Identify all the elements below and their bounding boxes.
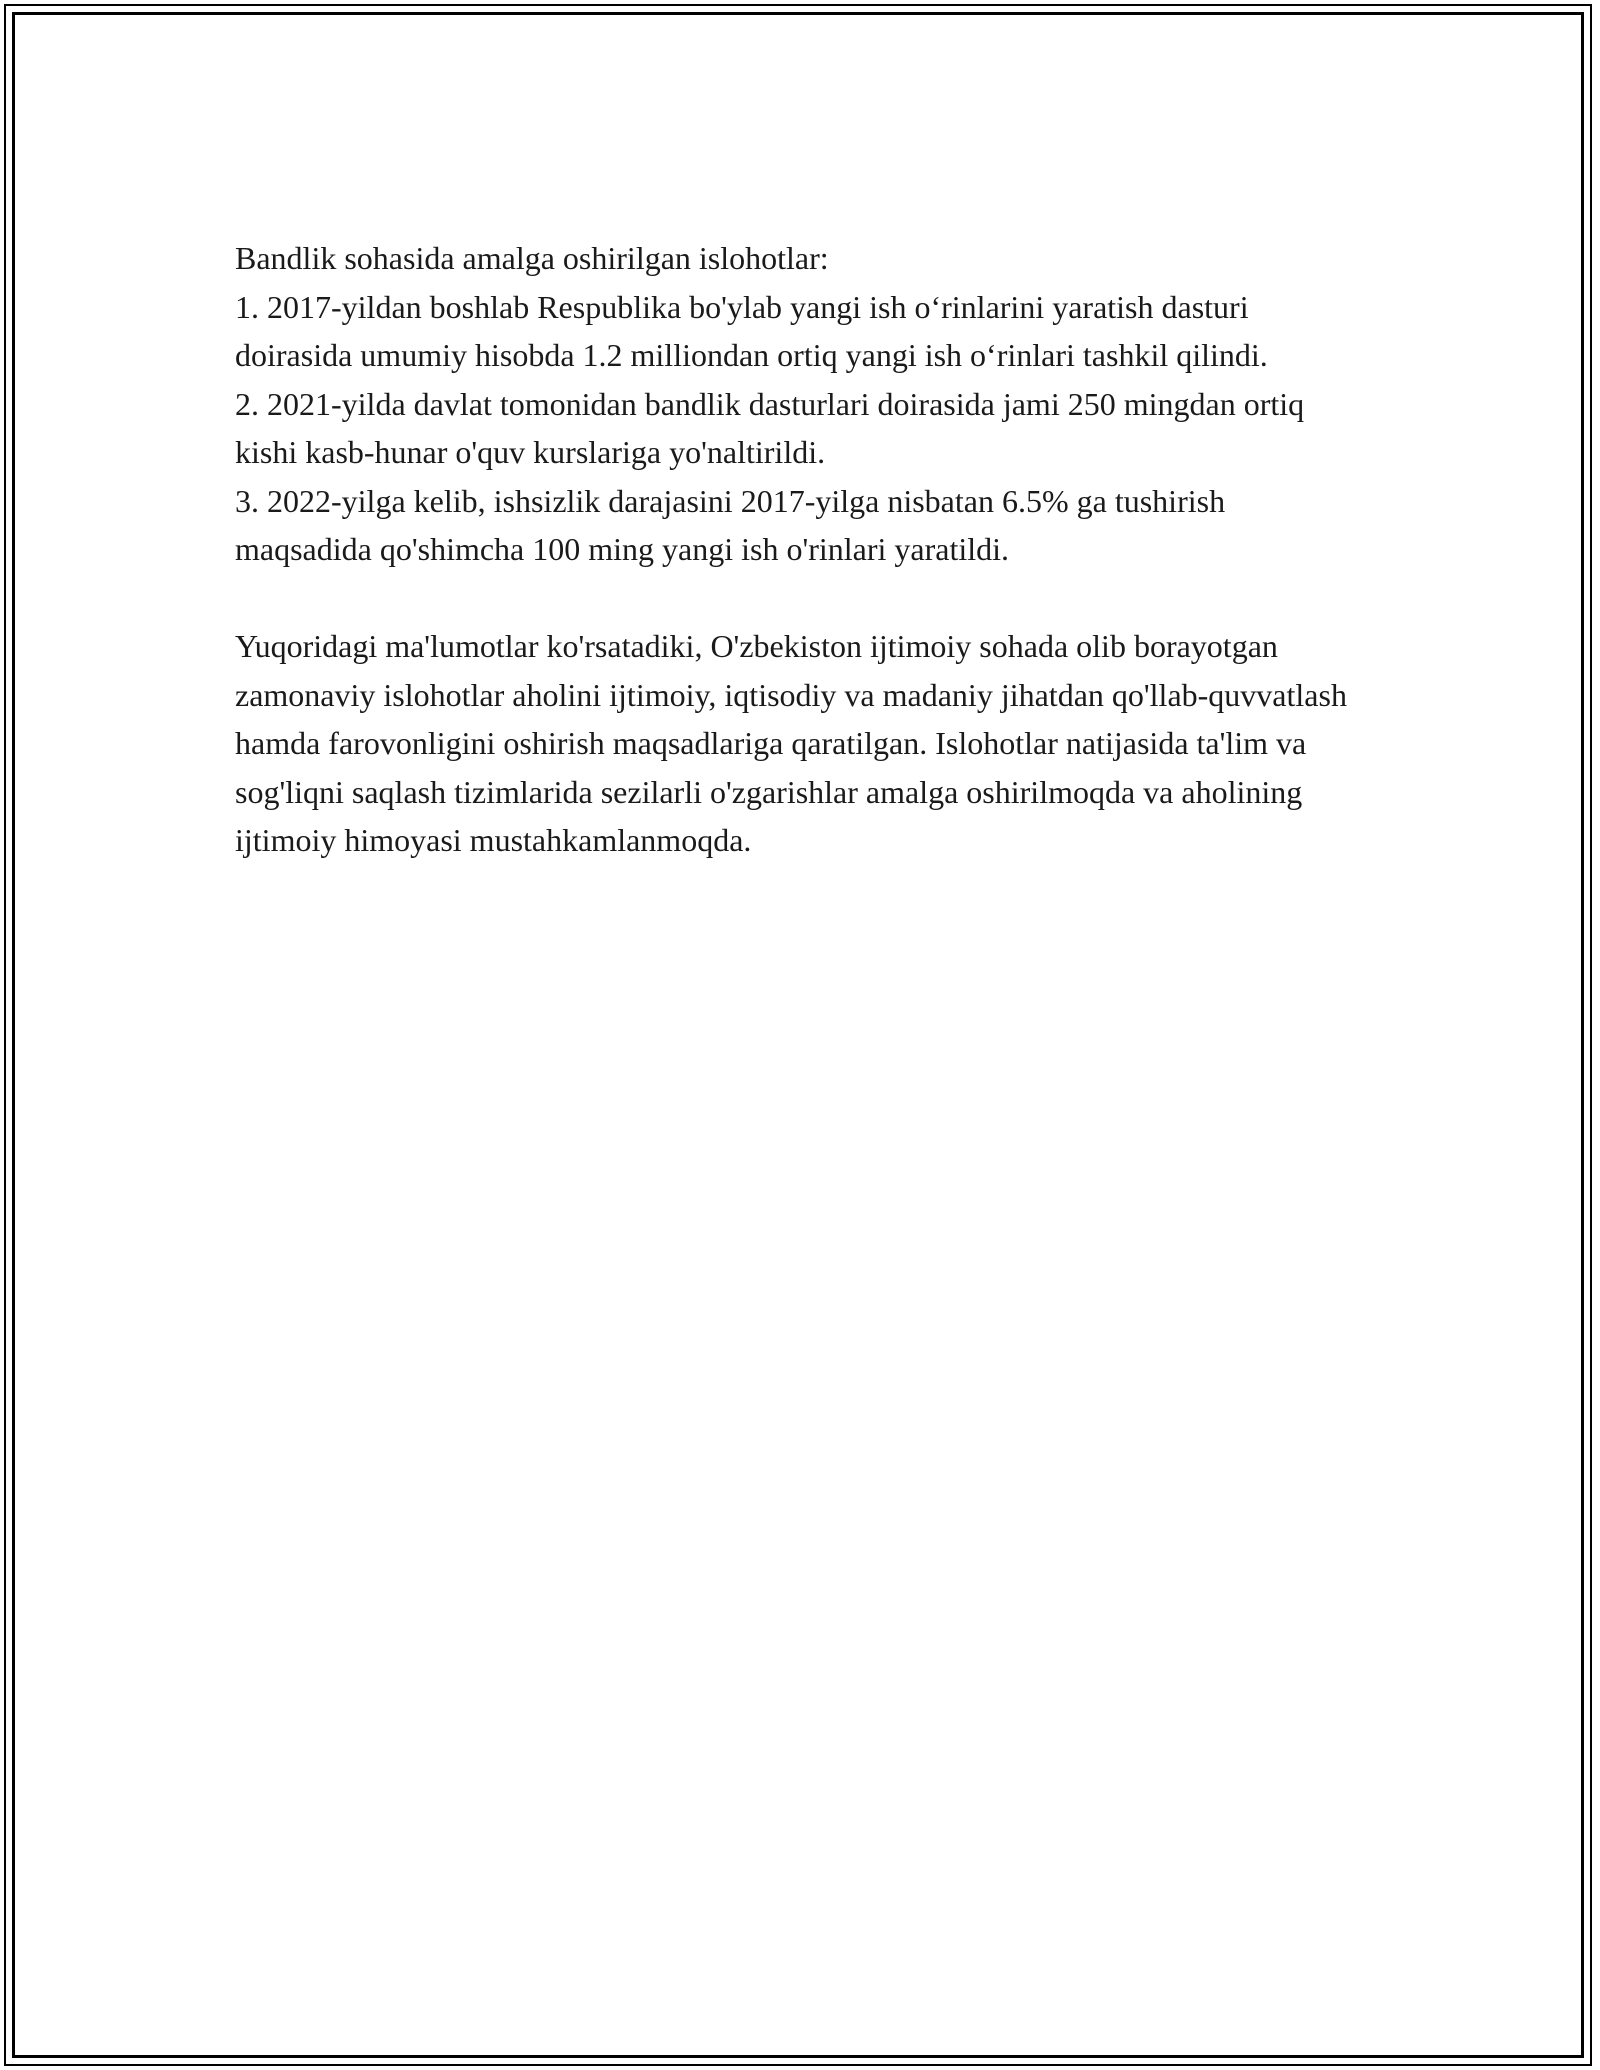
list-item-2: 2. 2021-yilda davlat tomonidan bandlik dasturlari doirasida jami 250 mingdan ortiq kishi kasb-hunar o'quv kurslariga yo'naltirildi. (235, 385, 1305, 470)
list-item-3: 3. 2022-yilga kelib, ishsizlik darajasini 2017-yilga nisbatan 6.5% ga tushirish maqsadida qo'shimcha 100 ming yangi ish o'rinlari yaratildi. (235, 482, 1226, 567)
list-item-1: 1. 2017-yildan boshlab Respublika bo'ylab yangi ish o‘rinlarini yaratish dasturi doirasida umumiy hisobda 1.2 milliondan ortiq yangi ish o‘rinlari tashkil qilindi. (235, 288, 1268, 373)
paragraph-gap (235, 574, 1355, 623)
document-body (235, 234, 1355, 865)
conclusion-paragraph: Yuqoridagi ma'lumotlar ko'rsatadiki, O'zbekiston ijtimoiy sohada olib borayotgan zamonaviy islohotlar aholini ijtimoiy, iqtisodiy va madaniy jihatdan qo'llab-quvvatlash hamda farovonligini oshirish maqsadlariga qaratilgan. Islohotlar natijasida ta'lim va sog'liqni saqlash tizimlarida sezilarli o'zgarishlar amalga oshirilmoqda va aholining ijtimoiy himoyasi mustahkamlanmoqda. (235, 628, 1347, 858)
section-heading: Bandlik sohasida amalga oshirilgan islohotlar: (235, 240, 829, 276)
